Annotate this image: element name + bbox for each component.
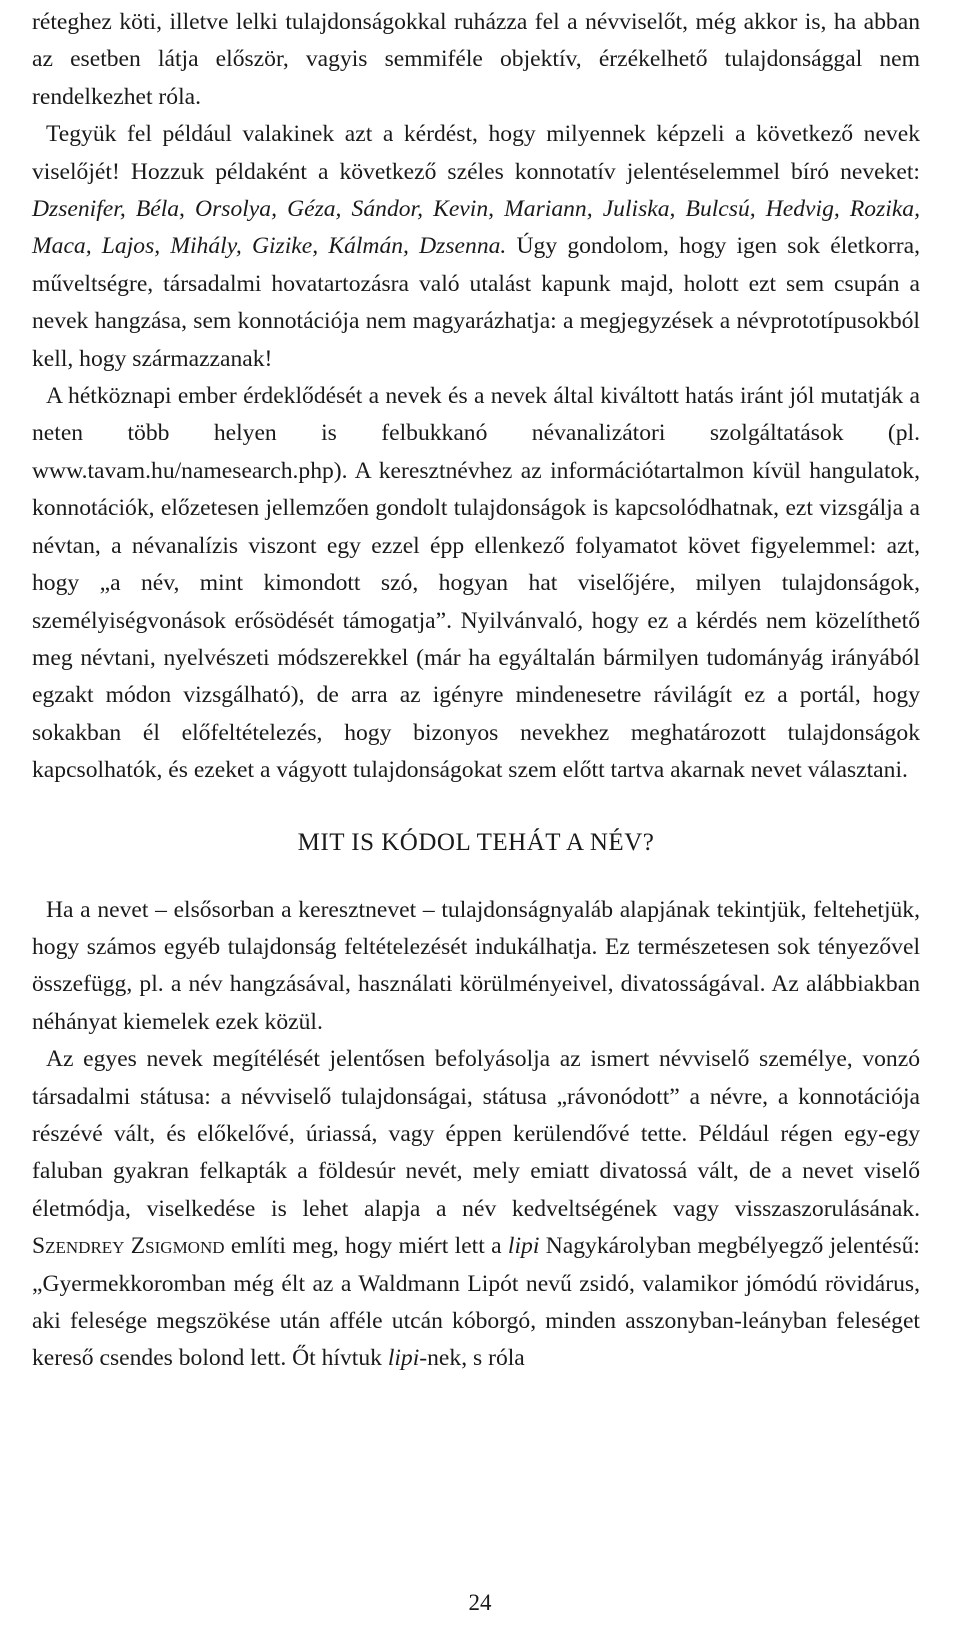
italic-text: lipi bbox=[387, 1345, 420, 1372]
text-run: -nek, s róla bbox=[419, 1345, 525, 1372]
text-run: réteghez köti, illetve lelki tulajdonságokkal ruházza fel a névviselőt, még akkor is, ha abban az esetben látja először, vagyis semmiféle objektív, érzékelhető tulajdonsággal nem rendelkezhet róla. bbox=[32, 9, 920, 110]
text-run: Ha a nevet – elsősorban a keresztnevet – tulajdonságnyaláb alapjának tekintjük, feltehetjük, hogy számos egyéb tulajdonság feltételezését indukálhatja. Ez természetesen sok tényezővel összefügg, pl. a név hangzásával, használati körülményeivel, divatosságával. Az alábbiakban néhányat kiemelek ezek közül. bbox=[32, 896, 920, 1035]
paragraph bbox=[32, 892, 920, 1042]
text-block-after-heading bbox=[32, 892, 920, 1378]
paragraph bbox=[32, 4, 920, 116]
italic-text: lipi bbox=[507, 1233, 540, 1260]
text-run: Az egyes nevek megítélését jelentősen befolyásolja az ismert névviselő személye, vonzó társadalmi státusa: a névviselő tulajdonságai, státusa „rávonódott” a névre, a konnotációja részévé vált, és előkelővé, úriassá, vagy éppen kerülendővé tette. Például régen egy-egy faluban gyakran felkapták a földesúr nevét, mely emiatt divatossá vált, de a nevet viselő életmódja, viselkedése is lehet alapja a név kedveltségének vagy visszaszorulásának. bbox=[32, 1046, 920, 1222]
italic-text: Dzsenifer, Béla, Orsolya, Géza, Sándor, Kevin, Mariann, Juliska, Bulcsú, Hedvig, Rozika, Maca, Lajos, Mihály, Gizike, Kálmán, Dzsenna. bbox=[32, 196, 920, 260]
paragraph bbox=[32, 378, 920, 789]
page-body bbox=[32, 4, 920, 1378]
paragraph bbox=[32, 116, 920, 378]
text-run: említi meg, hogy miért lett a bbox=[224, 1233, 508, 1260]
section-heading: MIT IS KÓDOL TEHÁT A NÉV? bbox=[297, 828, 655, 856]
text-run: Nagykárolyban megbélyegző jelentésű: „Gyermekkoromban még élt az a Waldmann Lipót nevű zsidó, valamikor jómódú rövidárus, aki felesége megszökése után afféle utcán kóborgó, minden asszonyban-leányban feleséget kereső csendes bolond lett. Őt hívtuk bbox=[32, 1233, 920, 1372]
text-run: Tegyük fel például valakinek azt a kérdést, hogy milyennek képzeli a következő nevek viselőjét! Hozzuk példaként a következő széles konnotatív jelentéselemmel bíró neveket: bbox=[32, 121, 920, 185]
author-name: Szendrey Zsigmond bbox=[32, 1233, 225, 1260]
text-run: Úgy gondolom, hogy igen sok életkorra, műveltségre, társadalmi hovatartozásra való utalást kapunk majd, holott ezt sem csupán a nevek hangzása, sem konnotációja nem magyarázhatja: a megjegyzések a névprototípusokból kell, hogy származzanak! bbox=[32, 233, 920, 372]
page-number: 24 bbox=[468, 1590, 492, 1615]
text-run: A hétköznapi ember érdeklődését a nevek és a nevek által kiváltott hatás iránt jól mutatják a neten több helyen is felbukkanó névanalizátori szolgáltatások (pl. www.tavam.hu/namesearch.php). A keresztnévhez az információtartalmon kívül hangulatok, konnotációk, előzetesen jellemzően gondolt tulajdonságok is kapcsolódhatnak, ezt vizsgálja a névtan, a névanalízis viszont egy ezzel épp ellenkező folyamatot követ figyelemmel: azt, hogy „a név, mint kimondott szó, hogyan hat viselőjére, milyen tulajdonságok, személyiségvonások erősödését támogatja”. Nyilvánvaló, hogy ez a kérdés nem közelíthető meg névtani, nyelvészeti módszerekkel (már ha egyáltalán bármilyen tudományág irányából egzakt módon vizsgálható), de arra az igényre mindenesetre rávilágít ez a portál, hogy sokakban él előfeltételezés, hogy bizonyos nevekhez meghatározott tulajdonságok kapcsolhatók, és ezeket a vágyott tulajdonságokat szem előtt tartva akarnak nevet választani. bbox=[32, 383, 920, 784]
text-block-before-heading bbox=[32, 4, 920, 790]
paragraph bbox=[32, 1041, 920, 1378]
